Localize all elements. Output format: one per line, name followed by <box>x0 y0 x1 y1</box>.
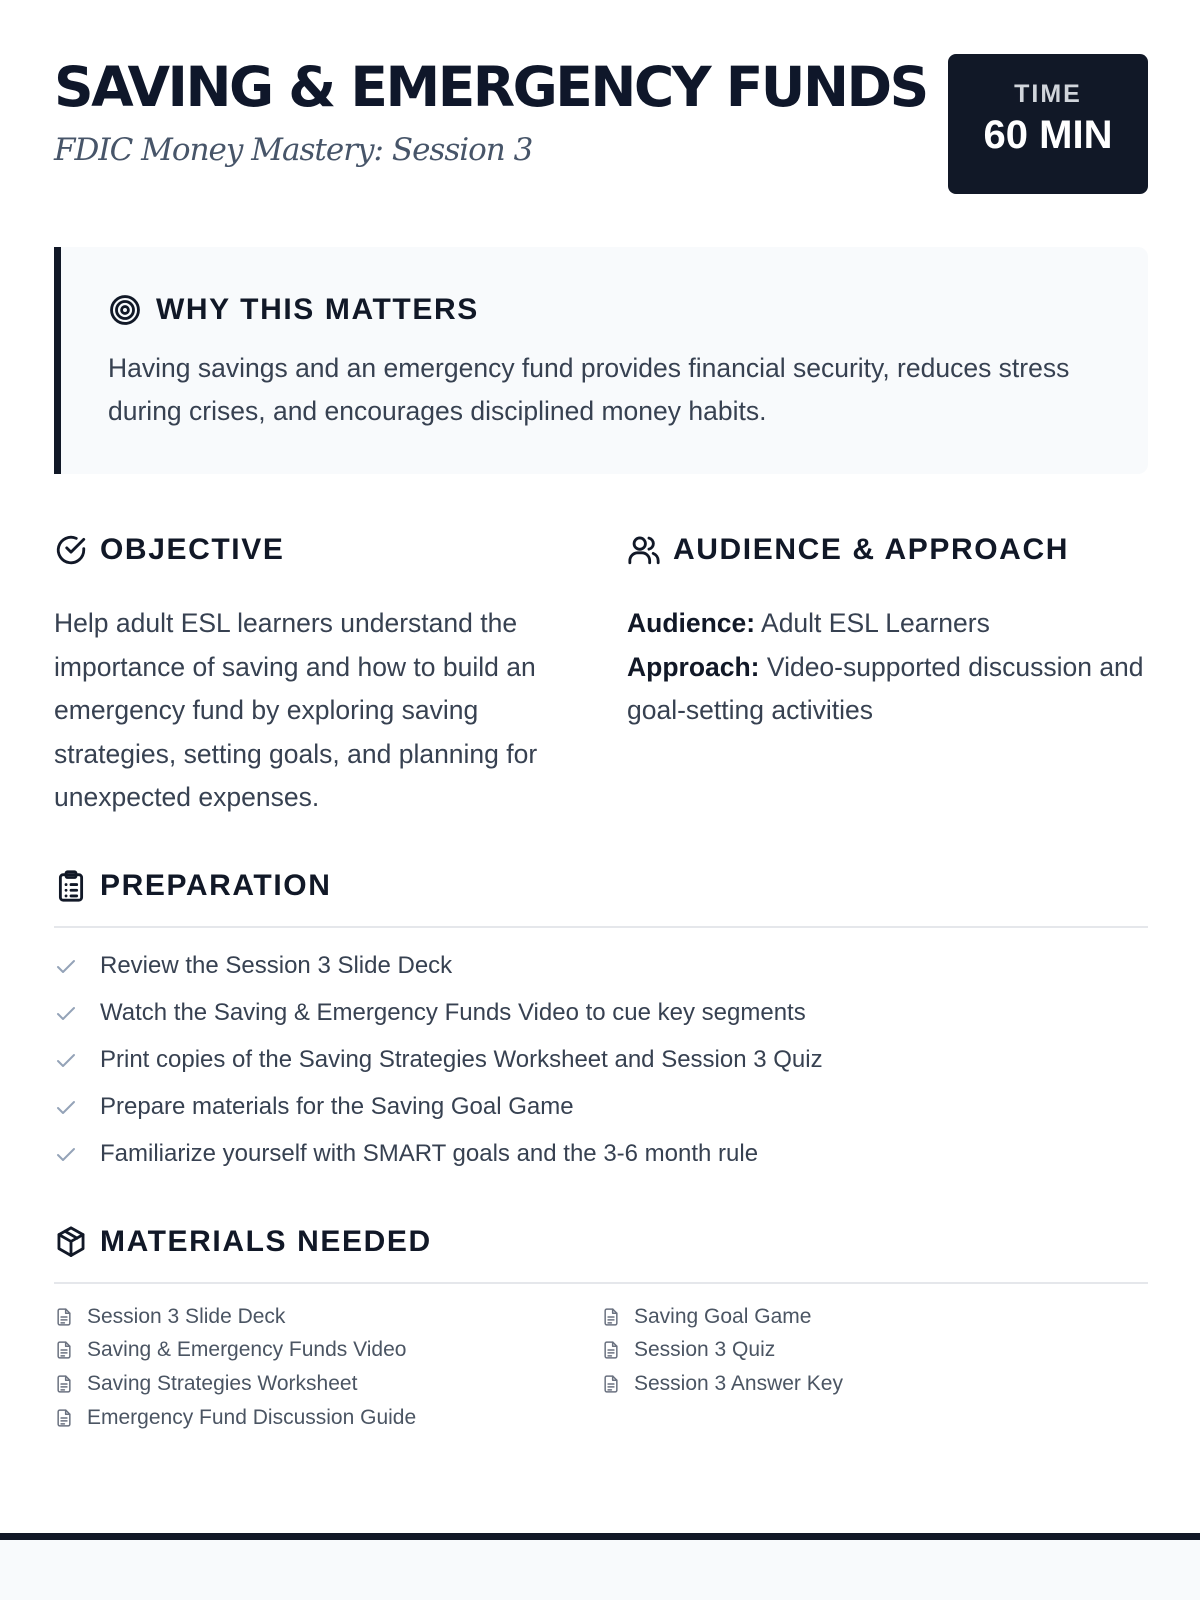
preparation-divider <box>54 926 1148 928</box>
materials-heading <box>54 1222 1148 1262</box>
material-item-text: Session 3 Answer Key <box>634 1371 843 1395</box>
preparation-item <box>54 1130 1148 1177</box>
material-item <box>54 1401 601 1435</box>
time-label: TIME <box>1014 80 1082 108</box>
preparation-heading <box>54 866 1148 906</box>
preparation-title: PREPARATION <box>100 869 332 902</box>
materials-section <box>54 1222 1148 1434</box>
why-title: WHY THIS MATTERS <box>156 293 479 326</box>
approach-line <box>627 646 1148 733</box>
users-icon <box>627 533 661 567</box>
material-item-text: Saving Strategies Worksheet <box>87 1371 358 1395</box>
preparation-item-text: Watch the Saving & Emergency Funds Video to cue key segments <box>100 999 806 1027</box>
header <box>54 52 1148 194</box>
objective-title: OBJECTIVE <box>100 533 285 566</box>
material-item-text: Saving & Emergency Funds Video <box>87 1338 407 1362</box>
document-icon <box>54 1408 74 1428</box>
preparation-item-text: Prepare materials for the Saving Goal Game <box>100 1092 574 1120</box>
audience-heading <box>627 530 1148 570</box>
materials-divider <box>54 1282 1148 1284</box>
why-this-matters-callout <box>54 247 1148 474</box>
audience-value: Adult ESL Learners <box>761 608 990 638</box>
audience-label: Audience: <box>627 608 756 638</box>
package-icon <box>54 1225 88 1259</box>
time-badge <box>948 54 1148 194</box>
audience-line <box>627 602 1148 646</box>
material-item <box>54 1334 601 1368</box>
audience-body <box>627 602 1148 733</box>
document-icon <box>54 1374 74 1394</box>
preparation-item <box>54 990 1148 1037</box>
why-body: Having savings and an emergency fund provides financial security, reduces stress during crises, and encourages disciplined money habits. <box>108 353 1070 426</box>
material-item <box>54 1367 601 1401</box>
preparation-item-text: Familiarize yourself with SMART goals and the 3-6 month rule <box>100 1139 759 1167</box>
document-icon <box>601 1340 621 1360</box>
checkmark-icon <box>54 1095 78 1119</box>
material-item-text: Emergency Fund Discussion Guide <box>87 1405 417 1429</box>
document-icon <box>601 1374 621 1394</box>
page-subtitle: FDIC Money Mastery: Session 3 <box>54 132 533 168</box>
audience-title: AUDIENCE & APPROACH <box>673 533 1069 566</box>
materials-grid <box>54 1300 1148 1434</box>
clipboard-icon <box>54 869 88 903</box>
objective-heading <box>54 530 574 570</box>
preparation-item <box>54 1037 1148 1084</box>
preparation-item-text: Print copies of the Saving Strategies Worksheet and Session 3 Quiz <box>100 1045 823 1073</box>
why-heading <box>108 293 479 327</box>
checkmark-icon <box>54 1142 78 1166</box>
approach-value: Video-supported discussion and goal-setting activities <box>627 651 1144 725</box>
material-item <box>601 1300 1148 1334</box>
material-item-text: Saving Goal Game <box>634 1304 812 1328</box>
document-icon <box>54 1340 74 1360</box>
checkmark-icon <box>54 1001 78 1025</box>
time-value: 60 MIN <box>983 113 1113 157</box>
objective-body: Help adult ESL learners understand the importance of saving and how to build an emergency fund by exploring saving strategies, setting goals, and planning for unexpected expenses. <box>54 608 538 812</box>
page-title: SAVING & EMERGENCY FUNDS <box>54 55 927 119</box>
target-icon <box>108 293 142 327</box>
material-item <box>601 1334 1148 1368</box>
checkmark-icon <box>54 1048 78 1072</box>
approach-label: Approach: <box>627 651 760 682</box>
check-circle-icon <box>54 533 88 567</box>
audience-section <box>627 530 1148 733</box>
material-item-text: Session 3 Quiz <box>634 1338 776 1362</box>
objective-section <box>54 530 574 820</box>
document-icon <box>601 1307 621 1327</box>
preparation-section <box>54 866 1148 1177</box>
material-item <box>54 1300 601 1334</box>
preparation-item-text: Review the Session 3 Slide Deck <box>100 952 453 980</box>
footer <box>0 1540 1200 1600</box>
preparation-item <box>54 943 1148 990</box>
checkmark-icon <box>54 954 78 978</box>
material-item <box>601 1367 1148 1401</box>
materials-column-right <box>601 1300 1148 1434</box>
document-icon <box>54 1307 74 1327</box>
materials-title: MATERIALS NEEDED <box>100 1225 432 1258</box>
material-item-text: Session 3 Slide Deck <box>87 1304 286 1328</box>
preparation-item <box>54 1083 1148 1130</box>
footer-rule <box>0 1533 1200 1540</box>
materials-column-left <box>54 1300 601 1434</box>
preparation-list <box>54 943 1148 1177</box>
